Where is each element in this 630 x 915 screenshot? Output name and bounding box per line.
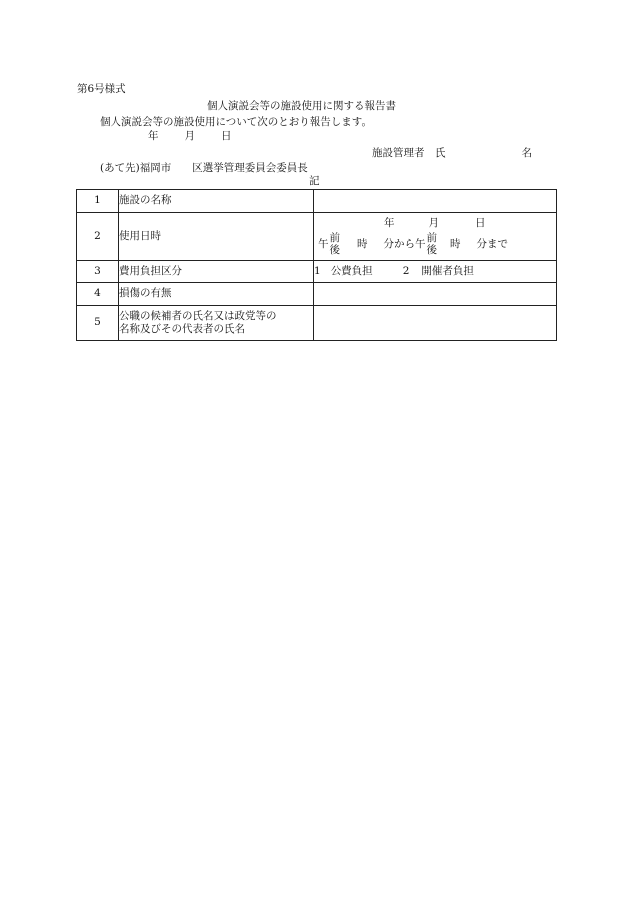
intro-text: 個人演説会等の施設使用について次のとおり報告します。 <box>100 116 372 128</box>
row-item-line-2: 名称及びその代表者の氏名 <box>119 323 245 335</box>
am-pm-selector-start <box>330 232 341 256</box>
table-row <box>77 213 557 261</box>
gozen-label-end: 午 <box>415 237 426 250</box>
facility-manager <box>372 148 532 159</box>
report-date-day: 日 <box>221 130 232 142</box>
row-number: 5 <box>77 306 119 341</box>
am-label: 前 <box>426 232 437 244</box>
usage-time <box>318 232 556 256</box>
gozen-label-start: 午 <box>318 237 329 250</box>
burden-option-2-label: 開催者負担 <box>421 264 474 277</box>
report-table <box>76 189 557 341</box>
ki-heading: 記 <box>309 175 320 187</box>
row-number: 2 <box>77 213 119 261</box>
am-label: 前 <box>329 232 340 244</box>
usage-datetime-value <box>314 213 557 261</box>
facility-manager-label: 施設管理者 氏 <box>372 147 446 159</box>
form-number: 第6号様式 <box>77 83 126 95</box>
usage-month: 月 <box>428 216 439 229</box>
row-item: 施設の名称 <box>119 190 314 213</box>
am-pm-selector-end <box>427 232 438 256</box>
table-row <box>77 283 557 306</box>
report-date-year: 年 <box>148 130 159 142</box>
pm-label: 後 <box>426 244 437 257</box>
facility-manager-name-suffix: 名 <box>521 147 532 159</box>
row-item: 使用日時 <box>119 213 314 261</box>
minute-from-label: 分から <box>383 237 415 250</box>
addressee: (あて先)福岡市 区選挙管理委員会委員長 <box>100 162 308 174</box>
row-number: 4 <box>77 283 119 306</box>
report-date <box>148 131 232 142</box>
hour-label-end: 時 <box>450 237 461 250</box>
hour-label-start: 時 <box>357 237 368 250</box>
burden-option-1-number: 1 <box>314 264 321 277</box>
table-row <box>77 190 557 213</box>
report-date-month: 月 <box>184 130 195 142</box>
candidate-value <box>314 306 557 341</box>
usage-date <box>318 217 556 230</box>
document-title: 個人演説会等の施設使用に関する報告書 <box>207 100 396 112</box>
facility-name-value <box>314 190 557 213</box>
pm-label: 後 <box>329 244 340 257</box>
minute-until-label: 分まで <box>476 237 508 250</box>
burden-option-2-number: 2 <box>402 264 410 277</box>
row-item <box>119 306 314 341</box>
burden-option-1-label: 公費負担 <box>330 264 373 277</box>
cost-burden-value <box>314 261 557 283</box>
usage-day: 日 <box>475 216 486 229</box>
usage-year: 年 <box>384 216 395 229</box>
damage-value <box>314 283 557 306</box>
row-item: 損傷の有無 <box>119 283 314 306</box>
row-item: 費用負担区分 <box>119 261 314 283</box>
row-number: 3 <box>77 261 119 283</box>
table-row <box>77 306 557 341</box>
table-row <box>77 261 557 283</box>
row-number: 1 <box>77 190 119 213</box>
row-item-line-1: 公職の候補者の氏名又は政党等の <box>119 309 277 322</box>
